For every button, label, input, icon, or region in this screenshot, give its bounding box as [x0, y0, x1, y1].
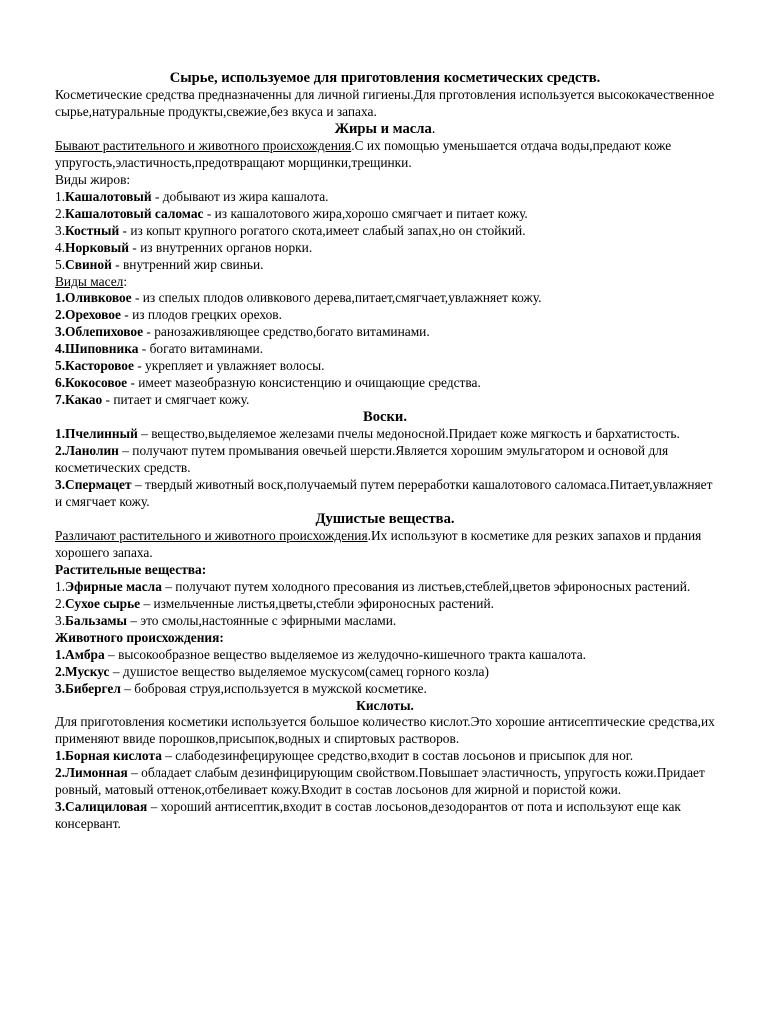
- item-description: – обладает слабым дезинфицирующим свойством.Повышает эластичность, упругость кожи.Придает ровный, матовый оттенок,отбеливает кожу.Входит в состав лосьонов для жирной и пористой кожи.: [55, 765, 705, 798]
- item-description: - добывают из жира кашалота.: [151, 189, 329, 205]
- item-name: Кокосовое: [65, 375, 128, 390]
- item-number: 1.: [55, 579, 66, 595]
- item-number: 2.: [55, 595, 66, 611]
- list-item: [55, 206, 715, 223]
- list-item: [55, 664, 715, 681]
- section-heading-waxes: Воски.: [363, 408, 407, 425]
- item-description: – душистое вещество выделяемое мускусом(самец горного козла): [109, 663, 489, 679]
- document: [55, 70, 715, 833]
- item-description: - внутренний жир свиньи.: [111, 256, 264, 272]
- item-name: Борная кислота: [65, 748, 162, 764]
- document-title: Сырье, используемое для приготовления косметических средств.: [169, 70, 601, 86]
- list-item: [55, 443, 715, 477]
- item-description: – получают путем промывания овечьей шерсти.Является хорошим эмульгатором и основой для косметических средств.: [55, 443, 669, 476]
- item-description: - из копыт крупного рогатого скота,имеет слабый запах,но он стойкий.: [119, 222, 526, 238]
- animal-label: Животного происхождения:: [55, 629, 224, 645]
- list-item: [55, 375, 715, 392]
- item-number: 4.: [55, 341, 66, 357]
- aromatics-intro: [55, 528, 715, 562]
- item-number: 3.: [55, 680, 66, 696]
- underlined-text: Бывают растительного и животного происхождения: [55, 138, 352, 154]
- item-number: 2.: [55, 765, 66, 781]
- list-item: [55, 392, 715, 409]
- oils-list: [55, 290, 715, 408]
- item-number: 1.: [55, 189, 66, 205]
- oils-label: [55, 274, 715, 291]
- item-number: 2.: [55, 205, 66, 221]
- list-item: [55, 647, 715, 664]
- heading-text: Жиры и масла: [334, 120, 432, 137]
- item-number: 2.: [55, 307, 66, 323]
- list-item: [55, 596, 715, 613]
- plant-label: Растительные вещества:: [55, 562, 207, 578]
- item-number: 3.: [55, 612, 66, 628]
- item-number: 1.: [55, 290, 66, 306]
- item-name: Касторовое: [65, 358, 134, 374]
- item-description: - питает и смягчает кожу.: [102, 391, 250, 407]
- item-name: Норковый: [65, 239, 129, 255]
- item-description: – хороший антисептик,входит в состав лосьонов,дезодорантов от пота и используют еще как консервант.: [55, 798, 681, 831]
- list-item: [55, 579, 715, 596]
- item-name: Эфирные масла: [65, 579, 162, 595]
- list-item: [55, 613, 715, 630]
- item-number: 3.: [55, 477, 66, 493]
- item-name: Шиповника: [65, 341, 139, 357]
- section-heading-aromatics: Душистые вещества.: [315, 510, 455, 527]
- item-number: 5.: [55, 256, 66, 272]
- label-rest: :: [123, 273, 128, 289]
- list-item: [55, 681, 715, 698]
- item-name: Пчелинный: [65, 426, 138, 442]
- list-item: [55, 765, 715, 799]
- item-name: Амбра: [65, 646, 105, 662]
- item-name: Кашалотовый: [65, 189, 152, 205]
- item-number: 2.: [55, 443, 66, 459]
- item-name: Сухое сырье: [65, 595, 141, 611]
- list-item: [55, 426, 715, 443]
- acids-intro: Для приготовления косметики используется большое количество кислот.Это хорошие антисептические средства,их применяют ввиде порошков,присыпок,водных и спиртовых растворов.: [55, 714, 715, 747]
- item-name: Кашалотовый саломас: [65, 205, 204, 221]
- item-name: Какао: [65, 391, 103, 407]
- section-heading-acids: Кислоты.: [356, 698, 414, 714]
- item-number: 2.: [55, 663, 66, 679]
- item-description: – вещество,выделяемое железами пчелы медоносной.Придает коже мягкость и бархатистость.: [137, 426, 680, 442]
- item-number: 6.: [55, 375, 66, 390]
- fats-list: [55, 189, 715, 274]
- item-number: 4.: [55, 239, 66, 255]
- list-item: [55, 290, 715, 307]
- list-item: [55, 748, 715, 765]
- item-number: 1.: [55, 748, 66, 764]
- item-description: – высокообразное вещество выделяемое из желудочно-кишечного тракта кашалота.: [104, 646, 587, 662]
- item-name: Костный: [65, 222, 120, 238]
- list-item: [55, 257, 715, 274]
- item-description: - имеет мазеобразную консистенцию и очищающие средства.: [127, 375, 481, 390]
- list-item: [55, 477, 715, 511]
- item-description: – это смолы,настоянные с эфирными маслами.: [126, 612, 397, 628]
- item-number: 3.: [55, 324, 66, 340]
- fats-oils-intro: [55, 138, 715, 172]
- item-description: – измельченные листья,цветы,стебли эфироносных растений.: [140, 595, 494, 611]
- plant-list: [55, 579, 715, 630]
- item-description: - из внутренних органов норки.: [128, 239, 313, 255]
- list-item: [55, 358, 715, 375]
- item-description: - из спелых плодов оливкового дерева,питает,смягчает,увлажняет кожу.: [131, 290, 542, 306]
- item-description: - из плодов грецких орехов.: [120, 307, 282, 323]
- list-item: [55, 799, 715, 833]
- item-number: 5.: [55, 358, 66, 374]
- heading-dot: .: [431, 120, 436, 137]
- item-number: 7.: [55, 391, 66, 407]
- item-description: – получают путем холодного пресования из листьев,стеблей,цветов эфироносных растений.: [161, 579, 691, 595]
- acids-list: [55, 748, 715, 833]
- item-name: Облепиховое: [65, 324, 144, 340]
- item-name: Бибергел: [65, 680, 121, 696]
- item-name: Ланолин: [65, 443, 119, 459]
- intro-paragraph: Косметические средства предназначенны для личной гигиены.Для прготовления используется высококачественное сырье,натуральные продукты,свежие,без вкуса и запаха.: [55, 87, 715, 119]
- list-item: [55, 240, 715, 257]
- item-number: 1.: [55, 426, 66, 442]
- section-heading-fats-oils: [55, 121, 715, 139]
- underlined-text: Различают растительного и животного происхождения: [55, 528, 368, 544]
- item-description: - ранозаживляющее средство,богато витаминами.: [143, 324, 430, 340]
- item-name: Бальзамы: [65, 612, 127, 628]
- item-number: 3.: [55, 798, 66, 814]
- item-description: – твердый животный воск,получаемый путем переработки кашалотового саломаса.Питает,увлажняет и смягчает кожу.: [55, 477, 713, 509]
- item-number: 1.: [55, 646, 66, 662]
- item-description: – бобровая струя,используется в мужской косметике.: [120, 680, 427, 696]
- item-name: Мускус: [65, 663, 110, 679]
- list-item: [55, 341, 715, 358]
- waxes-list: [55, 426, 715, 511]
- list-item: [55, 324, 715, 341]
- item-description: - укрепляет и увлажняет волосы.: [133, 358, 325, 374]
- intro-rest: .С их помощью уменьшается отдача воды,предают коже упругость,эластичность,предотвращают морщинки,трещинки.: [55, 138, 672, 171]
- fats-label: Виды жиров:: [55, 172, 131, 188]
- item-name: Оливковое: [65, 290, 132, 306]
- item-name: Лимонная: [65, 765, 128, 781]
- animal-list: [55, 647, 715, 698]
- item-name: Ореховое: [65, 307, 121, 323]
- underlined-text: Виды масел: [55, 273, 124, 289]
- list-item: [55, 189, 715, 206]
- item-name: Спермацет: [65, 477, 132, 493]
- item-description: - богато витаминами.: [138, 341, 264, 357]
- list-item: [55, 307, 715, 324]
- item-description: – слабодезинфецирующее средство,входит в состав лосьонов и присыпок для ног.: [161, 748, 634, 764]
- item-number: 3.: [55, 222, 66, 238]
- intro-rest: .Их используют в косметике для резких запахов и прдания хорошего запаха.: [55, 528, 702, 561]
- list-item: [55, 223, 715, 240]
- item-description: - из кашалотового жира,хорошо смягчает и питает кожу.: [203, 205, 528, 221]
- item-name: Салициловая: [65, 798, 148, 814]
- item-name: Свиной: [65, 256, 112, 272]
